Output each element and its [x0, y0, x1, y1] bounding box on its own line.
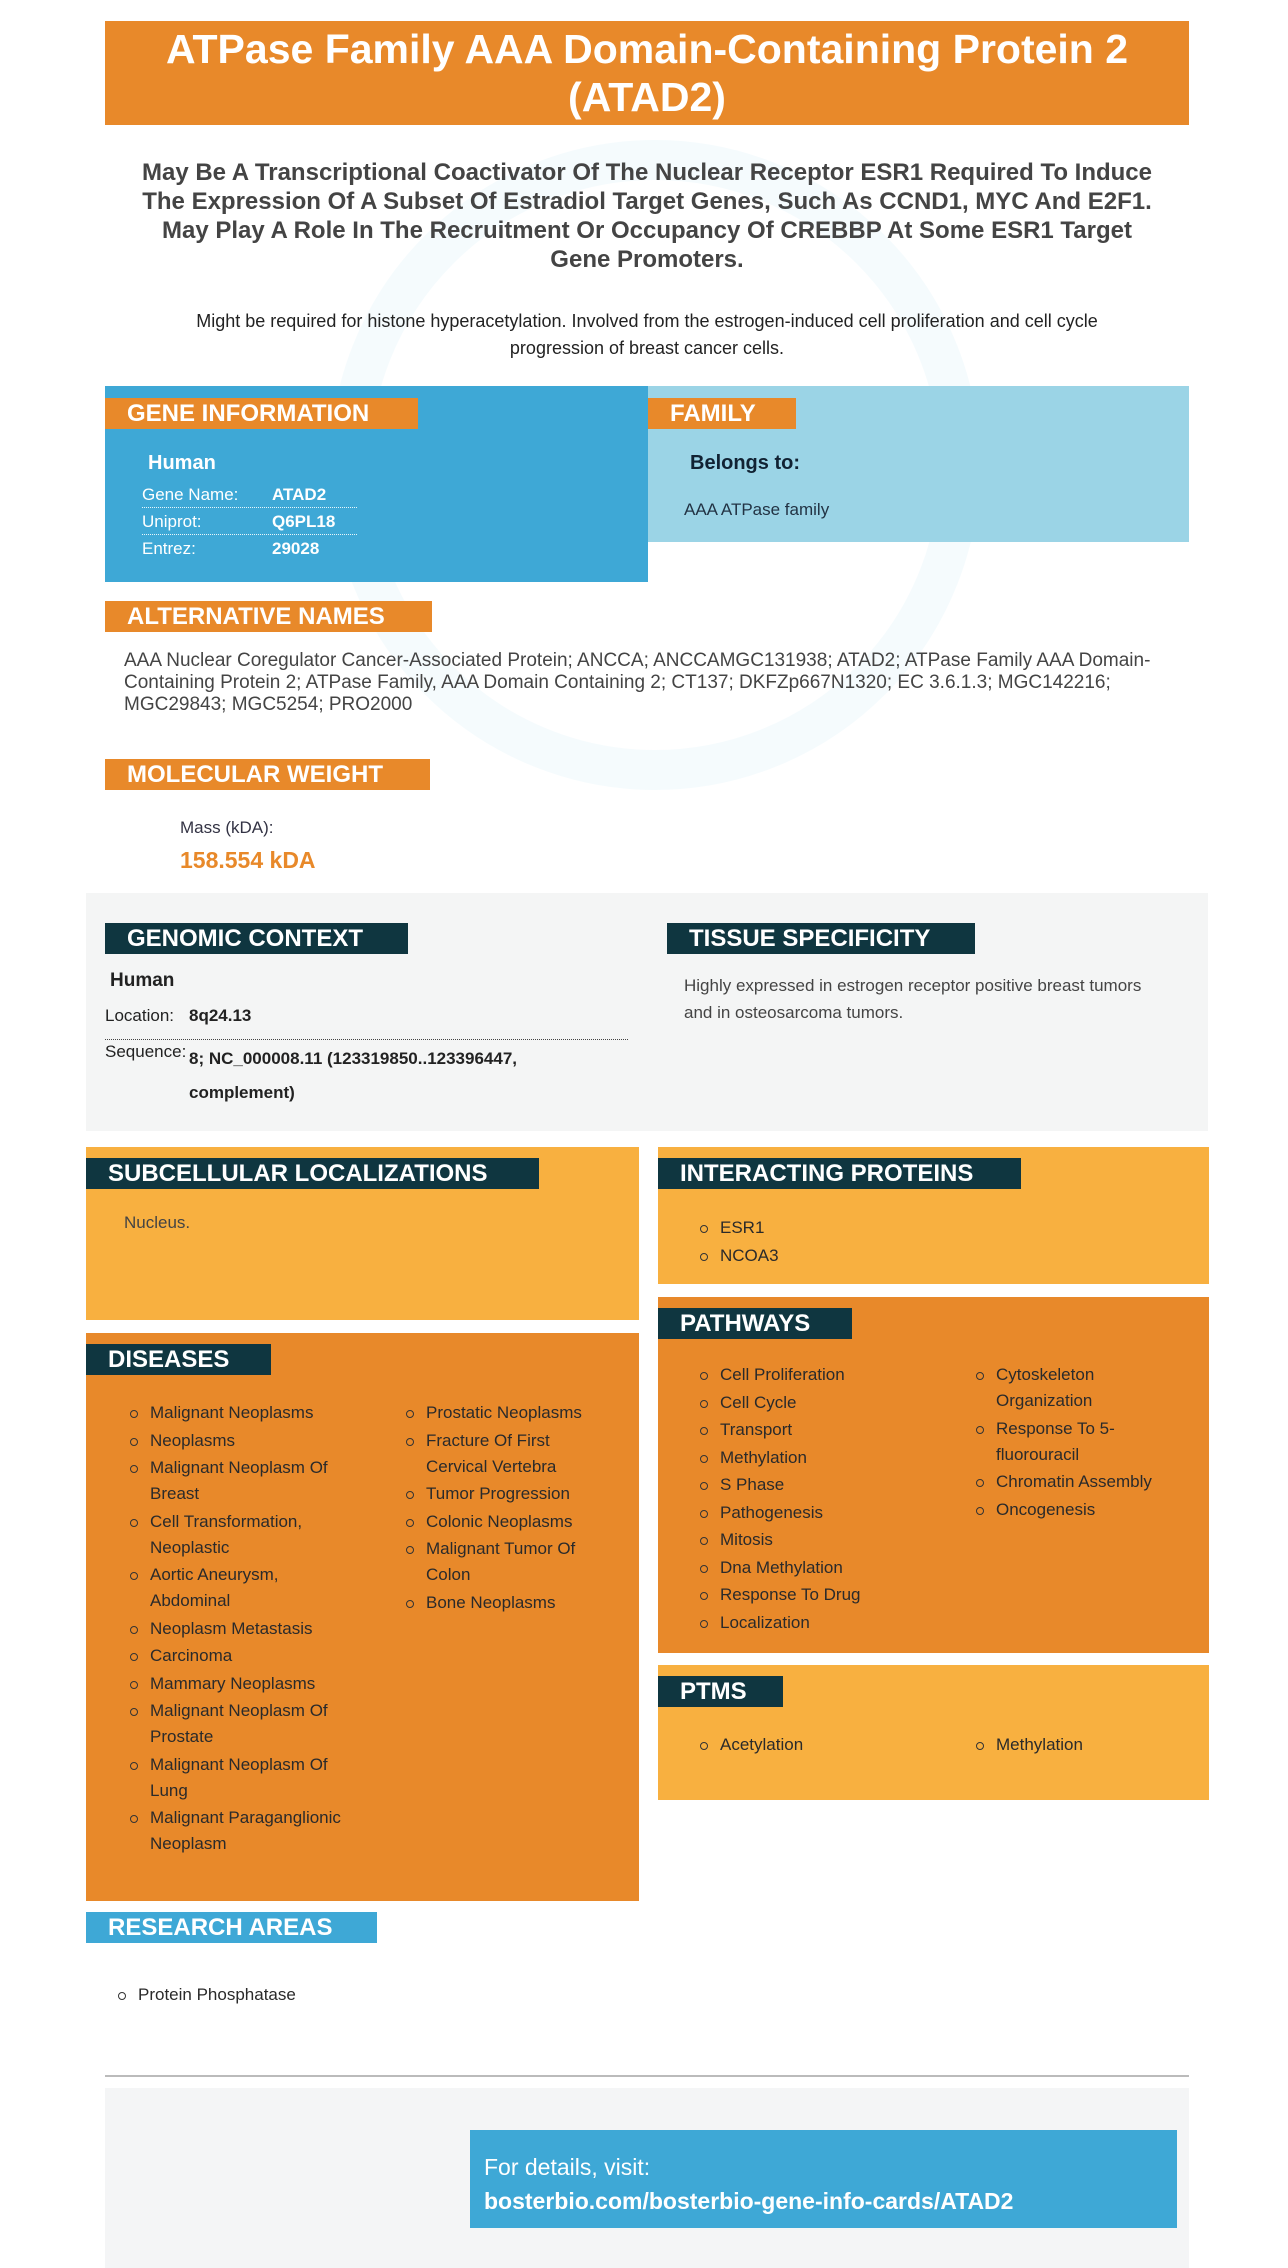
list-item: Carcinoma	[128, 1643, 358, 1669]
gene-info-table	[142, 481, 357, 562]
function-description: Might be required for histone hyperacetylation. Involved from the estrogen-induced cell proliferation and cell cycle progression of breast cancer cells.	[196, 311, 1098, 358]
gene-name-value: ATAD2	[272, 485, 327, 504]
list-item: Cell Proliferation	[698, 1362, 948, 1388]
entrez-value: 29028	[272, 539, 320, 558]
gene-row-name	[142, 481, 357, 508]
list-item: Chromatin Assembly	[974, 1469, 1174, 1495]
list-item: Oncogenesis	[974, 1497, 1174, 1523]
function-summary: May Be A Transcriptional Coactivator Of The Nuclear Receptor ESR1 Required To Induce The Expression Of A Subset Of Estradiol Target Genes, Such As CCND1, MYC And E2F1. May Play A Role In The Recruitment Or Occupancy Of CREBBP At Some ESR1 Target Gene Promoters.	[141, 159, 1152, 273]
pathways-list-col1	[698, 1362, 948, 1637]
family-label: Belongs to:	[690, 452, 800, 474]
subcellular-heading: SUBCELLULAR LOCALIZATIONS	[86, 1158, 539, 1189]
details-url-link[interactable]: bosterbio.com/bosterbio-gene-info-cards/ATAD2	[484, 2188, 1014, 2214]
footer-divider	[105, 2075, 1189, 2077]
list-item: Malignant Tumor Of Colon	[404, 1536, 604, 1588]
uniprot-value: Q6PL18	[272, 512, 336, 531]
ptms-heading: PTMS	[658, 1676, 783, 1707]
genomic-context-heading: GENOMIC CONTEXT	[105, 923, 408, 954]
gene-name-key: Gene Name:	[142, 485, 239, 504]
location-key: Location:	[105, 1006, 174, 1025]
ptms-list-col2	[974, 1732, 1083, 1760]
diseases-list-col1	[128, 1400, 358, 1859]
list-item: Methylation	[974, 1732, 1083, 1758]
ptms-list-col1	[698, 1732, 803, 1760]
mass-value: 158.554 kDA	[180, 847, 316, 873]
diseases-heading: DISEASES	[86, 1344, 271, 1375]
list-item: Colonic Neoplasms	[404, 1509, 604, 1535]
genomic-species: Human	[110, 970, 175, 991]
list-item: Transport	[698, 1417, 948, 1443]
list-item: Localization	[698, 1610, 948, 1636]
list-item: Cytoskeleton Organization	[974, 1362, 1174, 1414]
gene-species: Human	[148, 452, 216, 474]
list-item: Neoplasm Metastasis	[128, 1616, 358, 1642]
gene-row-uniprot	[142, 508, 357, 535]
list-item: Aortic Aneurysm, Abdominal	[128, 1562, 358, 1614]
list-item: Bone Neoplasms	[404, 1590, 604, 1616]
list-item: Dna Methylation	[698, 1555, 948, 1581]
list-item: Neoplasms	[128, 1428, 358, 1454]
list-item: Malignant Neoplasm Of Lung	[128, 1752, 358, 1804]
page-title: ATPase Family AAA Domain-Containing Protein 2 (ATAD2)	[105, 21, 1189, 125]
list-item: Response To Drug	[698, 1582, 948, 1608]
research-areas-list	[116, 1982, 296, 2010]
entrez-key: Entrez:	[142, 539, 196, 558]
list-item: Malignant Neoplasm Of Prostate	[128, 1698, 358, 1750]
details-label: For details, visit:	[484, 2154, 651, 2180]
sequence-row	[105, 1042, 529, 1110]
list-item: Malignant Neoplasm Of Breast	[128, 1455, 358, 1507]
research-areas-heading: RESEARCH AREAS	[86, 1912, 377, 1943]
alternative-names-heading: ALTERNATIVE NAMES	[105, 601, 432, 632]
tissue-specificity-heading: TISSUE SPECIFICITY	[667, 923, 975, 954]
pathways-list-col2	[974, 1362, 1174, 1524]
subcellular-text: Nucleus.	[124, 1213, 191, 1232]
gene-information-heading: GENE INFORMATION	[105, 398, 418, 429]
list-item: Mammary Neoplasms	[128, 1671, 358, 1697]
molecular-weight-heading: MOLECULAR WEIGHT	[105, 759, 430, 790]
pathways-heading: PATHWAYS	[658, 1308, 852, 1339]
tissue-specificity-text: Highly expressed in estrogen receptor positive breast tumors and in osteosarcoma tumors.	[684, 976, 1142, 1022]
alternative-names-text: AAA Nuclear Coregulator Cancer-Associated Protein; ANCCA; ANCCAMGC131938; ATAD2; ATPase Family AAA Domain-Containing Protein 2; ATPase Family, AAA Domain Containing 2; CT137; DKFZp667N1320; EC 3.6.1.3; MGC142216; MGC29843; MGC5254; PRO2000	[124, 650, 1151, 715]
list-item: Prostatic Neoplasms	[404, 1400, 604, 1426]
list-item: Fracture Of First Cervical Vertebra	[404, 1428, 604, 1480]
diseases-list-col2	[404, 1400, 604, 1617]
list-item: Acetylation	[698, 1732, 803, 1758]
mass-label: Mass (kDA):	[180, 818, 274, 837]
gene-row-entrez	[142, 535, 357, 562]
family-value: AAA ATPase family	[684, 500, 830, 519]
list-item: Mitosis	[698, 1527, 948, 1553]
list-item: Protein Phosphatase	[116, 1982, 296, 2008]
list-item: Tumor Progression	[404, 1481, 604, 1507]
sequence-value: 8; NC_000008.11 (123319850..123396447, complement)	[189, 1049, 518, 1102]
list-item: ESR1	[698, 1215, 779, 1241]
location-value: 8q24.13	[189, 1006, 252, 1025]
list-item: Malignant Paraganglionic Neoplasm	[128, 1805, 358, 1857]
list-item: Cell Transformation, Neoplastic	[128, 1509, 358, 1561]
list-item: Malignant Neoplasms	[128, 1400, 358, 1426]
list-item: Cell Cycle	[698, 1390, 948, 1416]
sequence-key: Sequence:	[105, 1042, 187, 1061]
list-item: Response To 5-fluorouracil	[974, 1416, 1174, 1468]
details-link-box[interactable]	[470, 2130, 1177, 2228]
genomic-divider	[105, 1039, 628, 1040]
family-heading: FAMILY	[648, 398, 796, 429]
list-item: Methylation	[698, 1445, 948, 1471]
list-item: S Phase	[698, 1472, 948, 1498]
uniprot-key: Uniprot:	[142, 512, 202, 531]
interacting-proteins-heading: INTERACTING PROTEINS	[658, 1158, 1021, 1189]
interacting-proteins-list	[698, 1215, 779, 1270]
location-row	[105, 1006, 529, 1026]
list-item: Pathogenesis	[698, 1500, 948, 1526]
list-item: NCOA3	[698, 1243, 779, 1269]
